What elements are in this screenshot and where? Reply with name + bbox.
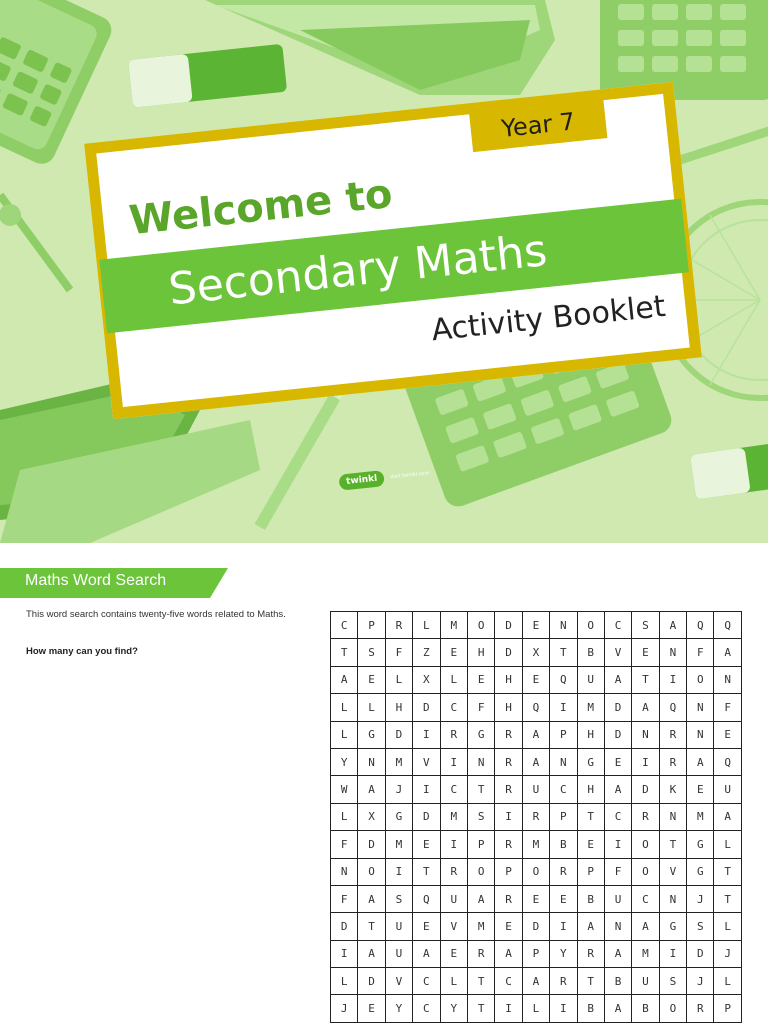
grid-cell[interactable]: N [331, 859, 358, 886]
grid-cell[interactable]: T [468, 995, 495, 1022]
grid-cell[interactable]: N [687, 694, 714, 721]
grid-cell[interactable]: R [550, 968, 577, 995]
grid-cell[interactable]: L [441, 968, 468, 995]
grid-cell[interactable]: K [660, 776, 687, 803]
grid-cell[interactable]: R [441, 722, 468, 749]
grid-cell[interactable]: V [413, 749, 440, 776]
grid-cell[interactable]: C [441, 776, 468, 803]
grid-cell[interactable]: Y [441, 995, 468, 1022]
grid-cell[interactable]: S [468, 804, 495, 831]
grid-cell[interactable]: F [687, 639, 714, 666]
grid-cell[interactable]: C [605, 612, 632, 639]
grid-cell[interactable]: J [687, 886, 714, 913]
grid-cell[interactable]: N [550, 749, 577, 776]
grid-cell[interactable]: N [687, 722, 714, 749]
grid-cell[interactable]: E [687, 776, 714, 803]
grid-cell[interactable]: L [331, 968, 358, 995]
grid-cell[interactable]: T [714, 886, 741, 913]
grid-cell[interactable]: F [331, 831, 358, 858]
grid-cell[interactable]: I [441, 831, 468, 858]
grid-cell[interactable]: F [714, 694, 741, 721]
grid-cell[interactable]: E [441, 639, 468, 666]
grid-cell[interactable]: G [578, 749, 605, 776]
grid-cell[interactable]: T [714, 859, 741, 886]
grid-cell[interactable]: M [386, 749, 413, 776]
grid-cell[interactable]: D [413, 804, 440, 831]
grid-cell[interactable]: Q [687, 612, 714, 639]
grid-cell[interactable]: N [660, 804, 687, 831]
grid-cell[interactable]: L [714, 831, 741, 858]
booklet-subtitle: Activity Booklet [429, 288, 668, 349]
grid-cell[interactable]: B [578, 639, 605, 666]
grid-cell[interactable]: P [550, 722, 577, 749]
grid-cell[interactable]: F [386, 639, 413, 666]
grid-cell[interactable]: Q [714, 749, 741, 776]
grid-cell[interactable]: C [550, 776, 577, 803]
grid-cell[interactable]: L [331, 722, 358, 749]
grid-cell[interactable]: A [714, 804, 741, 831]
grid-cell[interactable]: U [523, 776, 550, 803]
grid-cell[interactable]: E [523, 667, 550, 694]
welcome-heading: Welcome to [127, 170, 395, 245]
grid-cell[interactable]: I [550, 995, 577, 1022]
grid-cell[interactable]: G [660, 913, 687, 940]
grid-cell[interactable]: E [550, 886, 577, 913]
grid-cell[interactable]: D [632, 776, 659, 803]
grid-cell[interactable]: M [523, 831, 550, 858]
grid-cell[interactable]: S [358, 639, 385, 666]
grid-cell[interactable]: R [632, 804, 659, 831]
grid-cell[interactable]: O [358, 859, 385, 886]
grid-cell[interactable]: L [413, 612, 440, 639]
grid-cell[interactable]: Q [550, 667, 577, 694]
grid-cell[interactable]: P [358, 612, 385, 639]
grid-cell[interactable]: D [605, 722, 632, 749]
grid-cell[interactable]: Z [413, 639, 440, 666]
grid-cell[interactable]: A [660, 612, 687, 639]
grid-cell[interactable]: E [578, 831, 605, 858]
grid-cell[interactable]: D [358, 968, 385, 995]
grid-cell[interactable]: S [386, 886, 413, 913]
grid-cell[interactable]: B [605, 968, 632, 995]
grid-cell[interactable]: I [413, 722, 440, 749]
brand-url: Visit twinkl.com [389, 470, 430, 481]
grid-cell[interactable]: V [605, 639, 632, 666]
grid-cell[interactable]: J [386, 776, 413, 803]
grid-cell[interactable]: U [605, 886, 632, 913]
grid-cell[interactable]: A [468, 886, 495, 913]
grid-cell[interactable]: M [687, 804, 714, 831]
grid-cell[interactable]: T [413, 859, 440, 886]
grid-cell[interactable]: U [632, 968, 659, 995]
grid-cell[interactable]: U [441, 886, 468, 913]
grid-cell[interactable]: R [687, 995, 714, 1022]
grid-cell[interactable]: E [523, 612, 550, 639]
grid-cell[interactable]: E [358, 667, 385, 694]
grid-cell[interactable]: M [441, 804, 468, 831]
intro-text: This word search contains twenty-five words related to Maths. [26, 609, 286, 620]
grid-cell[interactable]: T [468, 776, 495, 803]
grid-cell[interactable]: F [605, 859, 632, 886]
grid-cell[interactable]: O [632, 831, 659, 858]
grid-cell[interactable]: R [495, 831, 522, 858]
grid-cell[interactable]: Y [331, 749, 358, 776]
grid-cell[interactable]: T [550, 639, 577, 666]
grid-cell[interactable]: N [660, 886, 687, 913]
grid-cell[interactable]: G [687, 831, 714, 858]
grid-cell[interactable]: U [386, 913, 413, 940]
grid-cell[interactable]: E [714, 722, 741, 749]
grid-cell[interactable]: X [413, 667, 440, 694]
grid-cell[interactable]: P [578, 859, 605, 886]
grid-cell[interactable]: Q [660, 694, 687, 721]
grid-cell[interactable]: D [523, 913, 550, 940]
grid-cell[interactable]: H [578, 776, 605, 803]
grid-cell[interactable]: I [386, 859, 413, 886]
grid-cell[interactable]: C [632, 886, 659, 913]
twinkl-logo: twinkl [338, 470, 385, 491]
grid-cell[interactable]: L [714, 913, 741, 940]
grid-cell[interactable]: N [550, 612, 577, 639]
grid-cell[interactable]: A [523, 749, 550, 776]
grid-cell[interactable]: T [331, 639, 358, 666]
grid-cell[interactable]: L [714, 968, 741, 995]
grid-cell[interactable]: D [386, 722, 413, 749]
calculator-icon [600, 0, 768, 100]
grid-cell[interactable]: I [660, 667, 687, 694]
grid-cell[interactable]: L [331, 804, 358, 831]
grid-cell[interactable]: R [523, 804, 550, 831]
grid-cell[interactable]: A [413, 941, 440, 968]
grid-cell[interactable]: J [331, 995, 358, 1022]
eraser-icon [128, 44, 287, 108]
word-search-grid[interactable] [330, 611, 742, 1023]
grid-cell[interactable]: G [358, 722, 385, 749]
grid-cell[interactable]: U [714, 776, 741, 803]
grid-cell[interactable]: I [331, 941, 358, 968]
grid-cell[interactable]: B [632, 995, 659, 1022]
grid-cell[interactable]: R [386, 612, 413, 639]
grid-cell[interactable]: I [550, 913, 577, 940]
grid-cell[interactable]: X [358, 804, 385, 831]
grid-cell[interactable]: H [386, 694, 413, 721]
grid-cell[interactable]: D [358, 831, 385, 858]
grid-cell[interactable]: A [605, 995, 632, 1022]
grid-cell[interactable]: A [578, 913, 605, 940]
grid-cell[interactable]: E [358, 995, 385, 1022]
grid-cell[interactable]: O [660, 995, 687, 1022]
grid-cell[interactable]: B [578, 886, 605, 913]
grid-cell[interactable]: P [468, 831, 495, 858]
grid-cell[interactable]: R [495, 886, 522, 913]
grid-cell[interactable]: P [714, 995, 741, 1022]
grid-cell[interactable]: T [660, 831, 687, 858]
grid-cell[interactable]: E [495, 913, 522, 940]
grid-cell[interactable]: O [468, 612, 495, 639]
grid-cell[interactable]: S [632, 612, 659, 639]
grid-cell[interactable]: N [660, 639, 687, 666]
grid-cell[interactable]: R [660, 749, 687, 776]
grid-cell[interactable]: O [687, 667, 714, 694]
grid-cell[interactable]: N [632, 722, 659, 749]
pencil-icon [255, 384, 346, 530]
grid-cell[interactable]: C [441, 694, 468, 721]
grid-cell[interactable]: I [660, 941, 687, 968]
grid-cell[interactable]: A [632, 913, 659, 940]
grid-cell[interactable]: J [687, 968, 714, 995]
grid-cell[interactable]: I [495, 995, 522, 1022]
grid-cell[interactable]: D [495, 639, 522, 666]
grid-cell[interactable]: R [441, 859, 468, 886]
grid-cell[interactable]: D [331, 913, 358, 940]
grid-cell[interactable]: T [468, 968, 495, 995]
grid-cell[interactable]: R [550, 859, 577, 886]
grid-cell[interactable]: O [578, 612, 605, 639]
year-badge: Year 7 [469, 98, 607, 152]
section-title: Maths Word Search [25, 572, 167, 589]
grid-cell[interactable]: R [495, 722, 522, 749]
grid-cell[interactable]: R [578, 941, 605, 968]
grid-cell[interactable]: W [331, 776, 358, 803]
grid-cell[interactable]: O [523, 859, 550, 886]
grid-cell[interactable]: V [441, 913, 468, 940]
grid-cell[interactable]: E [632, 639, 659, 666]
grid-cell[interactable]: R [495, 749, 522, 776]
grid-cell[interactable]: L [386, 667, 413, 694]
grid-cell[interactable]: E [441, 941, 468, 968]
section-banner [0, 568, 228, 598]
grid-cell[interactable]: I [550, 694, 577, 721]
grid-cell[interactable]: Q [413, 886, 440, 913]
grid-cell[interactable]: E [413, 913, 440, 940]
grid-cell[interactable]: O [632, 859, 659, 886]
grid-cell[interactable]: Y [386, 995, 413, 1022]
grid-cell[interactable]: Q [523, 694, 550, 721]
grid-cell[interactable]: H [495, 694, 522, 721]
compass-icon [0, 195, 70, 290]
grid-cell[interactable]: I [441, 749, 468, 776]
grid-cell[interactable]: L [523, 995, 550, 1022]
grid-cell[interactable]: N [468, 749, 495, 776]
grid-cell[interactable]: M [578, 694, 605, 721]
grid-cell[interactable]: C [605, 804, 632, 831]
grid-cell[interactable]: M [468, 913, 495, 940]
grid-cell[interactable]: H [495, 667, 522, 694]
grid-cell[interactable]: C [413, 995, 440, 1022]
grid-cell[interactable]: L [331, 694, 358, 721]
grid-cell[interactable]: T [358, 913, 385, 940]
grid-cell[interactable]: V [660, 859, 687, 886]
subject-banner: Secondary Maths [99, 199, 689, 334]
grid-cell[interactable]: I [605, 831, 632, 858]
grid-cell[interactable]: G [468, 722, 495, 749]
grid-cell[interactable]: C [413, 968, 440, 995]
grid-cell[interactable]: S [660, 968, 687, 995]
grid-cell[interactable]: A [358, 886, 385, 913]
grid-cell[interactable]: O [468, 859, 495, 886]
grid-cell[interactable]: P [523, 941, 550, 968]
grid-cell[interactable]: R [468, 941, 495, 968]
grid-cell[interactable]: F [468, 694, 495, 721]
grid-cell[interactable]: D [413, 694, 440, 721]
grid-cell[interactable]: I [495, 804, 522, 831]
grid-cell[interactable]: R [495, 776, 522, 803]
grid-cell[interactable]: H [468, 639, 495, 666]
grid-cell[interactable]: T [578, 968, 605, 995]
grid-cell[interactable]: J [714, 941, 741, 968]
grid-cell[interactable]: M [441, 612, 468, 639]
grid-cell[interactable]: M [632, 941, 659, 968]
grid-cell[interactable]: A [605, 667, 632, 694]
grid-cell[interactable]: C [331, 612, 358, 639]
grid-cell[interactable]: F [331, 886, 358, 913]
grid-cell[interactable]: Q [714, 612, 741, 639]
grid-cell[interactable]: H [578, 722, 605, 749]
grid-cell[interactable]: L [441, 667, 468, 694]
grid-cell[interactable]: A [687, 749, 714, 776]
grid-cell[interactable]: U [578, 667, 605, 694]
grid-cell[interactable]: M [386, 831, 413, 858]
grid-cell[interactable]: A [523, 722, 550, 749]
question-text: How many can you find? [26, 646, 138, 657]
grid-cell[interactable]: P [495, 859, 522, 886]
grid-cell[interactable]: B [578, 995, 605, 1022]
grid-cell[interactable]: D [495, 612, 522, 639]
eraser-icon [690, 442, 768, 499]
grid-cell[interactable]: D [687, 941, 714, 968]
grid-cell[interactable]: I [413, 776, 440, 803]
grid-cell[interactable]: P [550, 804, 577, 831]
grid-cell[interactable]: A [358, 776, 385, 803]
grid-cell[interactable]: A [523, 968, 550, 995]
grid-cell[interactable]: N [605, 913, 632, 940]
grid-cell[interactable]: A [714, 639, 741, 666]
grid-cell[interactable]: U [386, 941, 413, 968]
grid-cell[interactable]: Y [550, 941, 577, 968]
grid-cell[interactable]: N [358, 749, 385, 776]
grid-cell[interactable]: G [386, 804, 413, 831]
grid-cell[interactable]: A [605, 941, 632, 968]
grid-cell[interactable]: N [714, 667, 741, 694]
grid-cell[interactable]: E [413, 831, 440, 858]
grid-cell[interactable]: T [578, 804, 605, 831]
grid-cell[interactable]: S [687, 913, 714, 940]
grid-cell[interactable]: X [523, 639, 550, 666]
grid-cell[interactable]: A [358, 941, 385, 968]
grid-cell[interactable]: E [523, 886, 550, 913]
grid-cell[interactable]: E [468, 667, 495, 694]
grid-cell[interactable]: D [605, 694, 632, 721]
grid-cell[interactable]: A [495, 941, 522, 968]
grid-cell[interactable]: B [550, 831, 577, 858]
grid-cell[interactable]: V [386, 968, 413, 995]
grid-cell[interactable]: L [358, 694, 385, 721]
grid-cell[interactable]: G [687, 859, 714, 886]
grid-cell[interactable]: I [632, 749, 659, 776]
grid-cell[interactable]: C [495, 968, 522, 995]
grid-cell[interactable]: A [632, 694, 659, 721]
grid-cell[interactable]: E [605, 749, 632, 776]
grid-cell[interactable]: R [660, 722, 687, 749]
grid-cell[interactable]: T [632, 667, 659, 694]
grid-cell[interactable]: A [605, 776, 632, 803]
grid-cell[interactable]: A [331, 667, 358, 694]
